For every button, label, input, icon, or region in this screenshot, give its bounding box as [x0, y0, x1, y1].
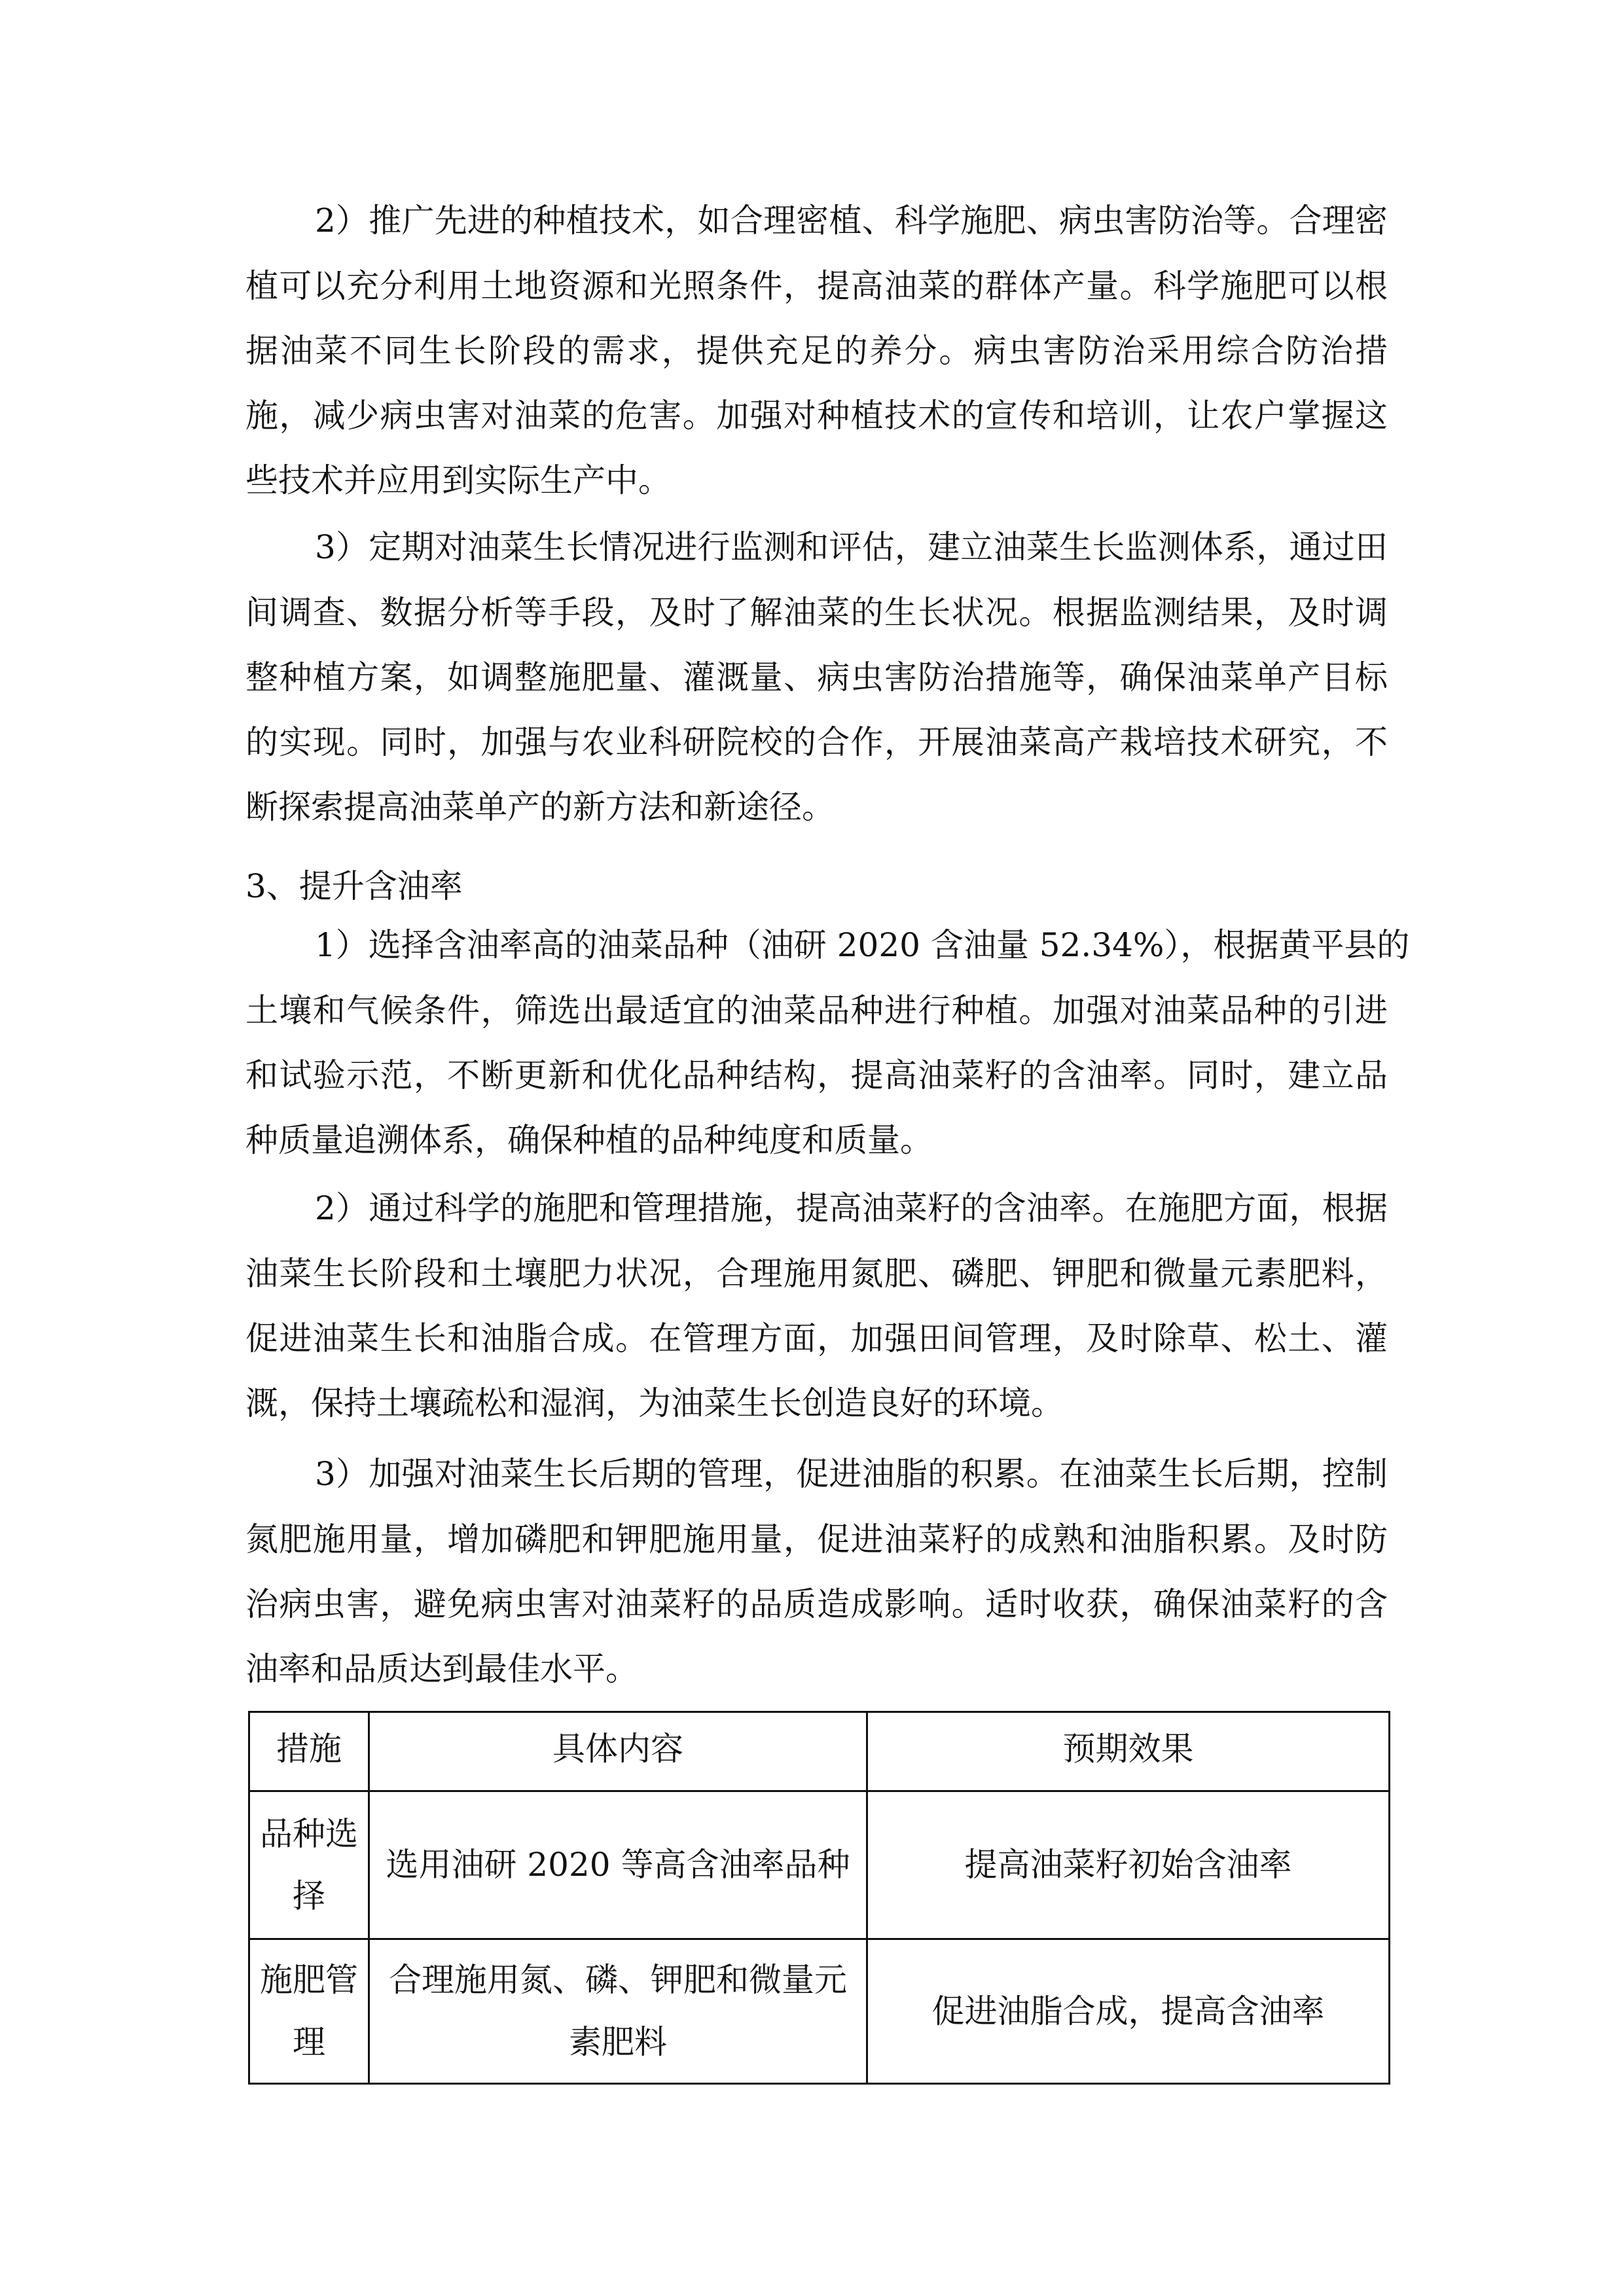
- text-line: 施，减少病虫害对油菜的危害。加强对种植技术的宣传和培训，让农户掌握这: [245, 396, 1388, 435]
- table-cell: 选用油研 2020 等高含油率品种: [369, 1791, 867, 1939]
- text-line: 油菜生长阶段和土壤肥力状况，合理施用氮肥、磷肥、钾肥和微量元素肥料，: [245, 1254, 1388, 1293]
- text-line: 据油菜不同生长阶段的需求，提供充足的养分。病虫害防治采用综合防治措: [245, 331, 1388, 370]
- text-line: 2）通过科学的施肥和管理措施，提高油菜籽的含油率。在施肥方面，根据: [315, 1189, 1388, 1228]
- paragraph: [245, 188, 1388, 513]
- table-row: [249, 1791, 1390, 1939]
- paragraph: [245, 515, 1388, 840]
- text-line: 油率和品质达到最佳水平。: [245, 1649, 638, 1688]
- text-line: 整种植方案，如调整施肥量、灌溉量、病虫害防治措施等，确保油菜单产目标: [245, 658, 1388, 696]
- text-line: 溉，保持土壤疏松和湿润，为油菜生长创造良好的环境。: [245, 1384, 1064, 1422]
- section-heading: [245, 854, 1388, 919]
- text-line: 种质量追溯体系，确保种植的品种纯度和质量。: [245, 1121, 933, 1159]
- text-line: 的实现。同时，加强与农业科研院校的合作，开展油菜高产栽培技术研究，不: [245, 723, 1388, 761]
- text-line: 土壤和气候条件，筛选出最适宜的油菜品种进行种植。加强对油菜品种的引进: [245, 991, 1388, 1030]
- table-cell: 促进油脂合成，提高含油率: [867, 1939, 1390, 2084]
- table-header-row: [249, 1712, 1390, 1791]
- text-line: 治病虫害，避免病虫害对油菜籽的品质造成影响。适时收获，确保油菜籽的含: [245, 1585, 1388, 1623]
- table-header-cell: 具体内容: [369, 1712, 867, 1791]
- text-line: 植可以充分利用土地资源和光照条件，提高油菜的群体产量。科学施肥可以根: [245, 266, 1388, 305]
- text-line: 3、提升含油率: [245, 867, 463, 906]
- text-line: 3）定期对油菜生长情况进行监测和评估，建立油菜生长监测体系，通过田: [315, 528, 1388, 567]
- table-row: [249, 1939, 1390, 2084]
- text-line: 些技术并应用到实际生产中。: [245, 461, 671, 500]
- table-cell: 品种选择: [249, 1791, 369, 1939]
- text-line: 促进油菜生长和油脂合成。在管理方面，加强田间管理，及时除草、松土、灌: [245, 1319, 1388, 1357]
- text-line: 3）加强对油菜生长后期的管理，促进油脂的积累。在油菜生长后期，控制: [315, 1455, 1388, 1494]
- text-line: 和试验示范，不断更新和优化品种结构，提高油菜籽的含油率。同时，建立品: [245, 1056, 1388, 1094]
- table-cell: 提高油菜籽初始含油率: [867, 1791, 1390, 1939]
- text-line: 间调查、数据分析等手段，及时了解油菜的生长状况。根据监测结果，及时调: [245, 593, 1388, 632]
- paragraph: [245, 1442, 1388, 1702]
- text-line: 1）选择含油率高的油菜品种（油研 2020 含油量 52.34%），根据黄平县的: [315, 926, 1410, 965]
- paragraph: [245, 1176, 1388, 1436]
- table-header-cell: 预期效果: [867, 1712, 1390, 1791]
- paragraph: [245, 913, 1410, 1173]
- table-cell: 合理施用氮、磷、钾肥和微量元素肥料: [369, 1939, 867, 2084]
- text-line: 氮肥施用量，增加磷肥和钾肥施用量，促进油菜籽的成熟和油脂积累。及时防: [245, 1520, 1388, 1558]
- text-line: 断探索提高油菜单产的新方法和新途径。: [245, 788, 835, 827]
- text-line: 2）推广先进的种植技术，如合理密植、科学施肥、病虫害防治等。合理密: [315, 202, 1388, 240]
- table-header-cell: 措施: [249, 1712, 369, 1791]
- table-cell: 施肥管理: [249, 1939, 369, 2084]
- measures-table: [248, 1711, 1390, 2085]
